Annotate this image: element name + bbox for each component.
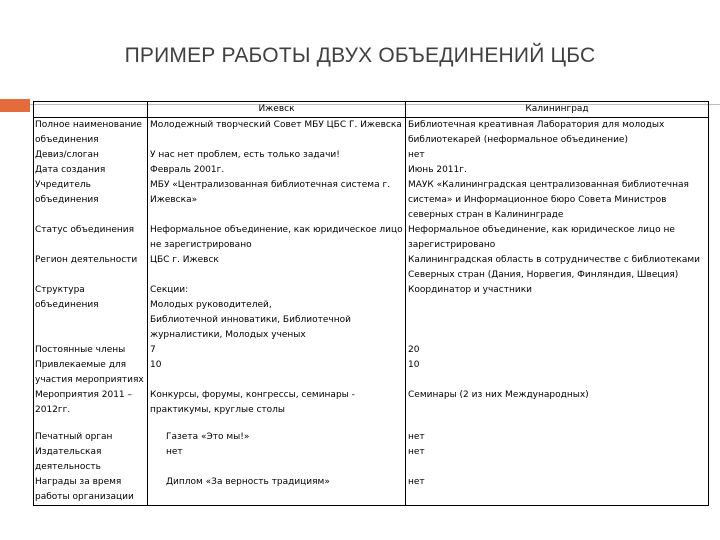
kaliningrad-cell: нет (406, 445, 709, 475)
izhevsk-cell: ЦБС г. Ижевск (148, 253, 406, 283)
table-row (34, 358, 709, 388)
table-row (34, 223, 709, 253)
table-row (34, 343, 709, 358)
spacer-cell (148, 418, 406, 430)
izhevsk-cell: Неформальное объединение, как юридическое лицо не зарегистрировано (148, 223, 406, 253)
kaliningrad-cell: нет (406, 148, 709, 163)
spacer-cell (34, 418, 148, 430)
row-label: Издательская деятельность (34, 445, 148, 475)
table-row (34, 283, 709, 343)
row-label: Награды за время работы организации (34, 475, 148, 506)
header-kaliningrad: Калининград (406, 102, 709, 118)
kaliningrad-cell: 20 (406, 343, 709, 358)
header-row (34, 102, 709, 118)
kaliningrad-cell: Июнь 2011г. (406, 163, 709, 178)
row-label: Регион деятельности (34, 253, 148, 283)
izhevsk-cell: 7 (148, 343, 406, 358)
table-row (34, 430, 709, 445)
table-row (34, 148, 709, 163)
kaliningrad-cell: Координатор и участники (406, 283, 709, 343)
accent-bar (0, 99, 30, 112)
izhevsk-cell: Конкурсы, форумы, конгрессы, семинары - практикумы, круглые столы (148, 388, 406, 418)
izhevsk-cell: Секции: Молодых руководителей, Библиотечной инноватики, Библиотечной журналистики, Молодых ученых (148, 283, 406, 343)
izhevsk-cell: Февраль 2001г. (148, 163, 406, 178)
izhevsk-cell: нет (148, 445, 406, 475)
izhevsk-cell: МБУ «Централизованная библиотечная система г. Ижевска» (148, 178, 406, 223)
spacer-cell (406, 418, 709, 430)
row-label: Девиз/слоган (34, 148, 148, 163)
izhevsk-cell: 10 (148, 358, 406, 388)
table-row (34, 388, 709, 418)
table-row (34, 253, 709, 283)
comparison-table (33, 101, 709, 506)
header-izhevsk: Ижевск (148, 102, 406, 118)
header-empty (34, 102, 148, 118)
row-label: Структура объединения (34, 283, 148, 343)
kaliningrad-cell: Калининградская область в сотрудничестве с библиотеками Северных стран (Дания, Норвегия, Финляндия, Швеция) (406, 253, 709, 283)
kaliningrad-cell: 10 (406, 358, 709, 388)
table-row (34, 475, 709, 506)
kaliningrad-cell: Неформальное объединение, как юридическое лицо не зарегистрировано (406, 223, 709, 253)
row-label: Статус объединения (34, 223, 148, 253)
kaliningrad-cell: нет (406, 475, 709, 506)
row-label: Привлекаемые для участия мероприятиях (34, 358, 148, 388)
slide-title: ПРИМЕР РАБОТЫ ДВУХ ОБЪЕДИНЕНИЙ ЦБС (124, 44, 596, 67)
table-row (34, 118, 709, 149)
izhevsk-cell: У нас нет проблем, есть только задачи! (148, 148, 406, 163)
table-row (34, 445, 709, 475)
kaliningrad-cell: Библиотечная креативная Лаборатория для молодых библиотекарей (неформальное объединение) (406, 118, 709, 149)
izhevsk-cell: Молодежный творческий Совет МБУ ЦБС Г. Ижевска (148, 118, 406, 149)
izhevsk-cell: Газета «Это мы!» (148, 430, 406, 445)
table-row (34, 178, 709, 223)
table-row (34, 163, 709, 178)
row-label: Учредитель объединения (34, 178, 148, 223)
izhevsk-cell: Диплом «За верность традициям» (148, 475, 406, 506)
kaliningrad-cell: МАУК «Калининградская централизованная библиотечная система» и Информационное бюро Совета Министров северных стран в Калининграде (406, 178, 709, 223)
row-label: Печатный орган (34, 430, 148, 445)
kaliningrad-cell: Семинары (2 из них Международных) (406, 388, 709, 418)
row-label: Дата создания (34, 163, 148, 178)
spacer-row (34, 418, 709, 430)
row-label: Постоянные члены (34, 343, 148, 358)
row-label: Полное наименование объединения (34, 118, 148, 149)
row-label: Мероприятия 2011 – 2012гг. (34, 388, 148, 418)
kaliningrad-cell: нет (406, 430, 709, 445)
